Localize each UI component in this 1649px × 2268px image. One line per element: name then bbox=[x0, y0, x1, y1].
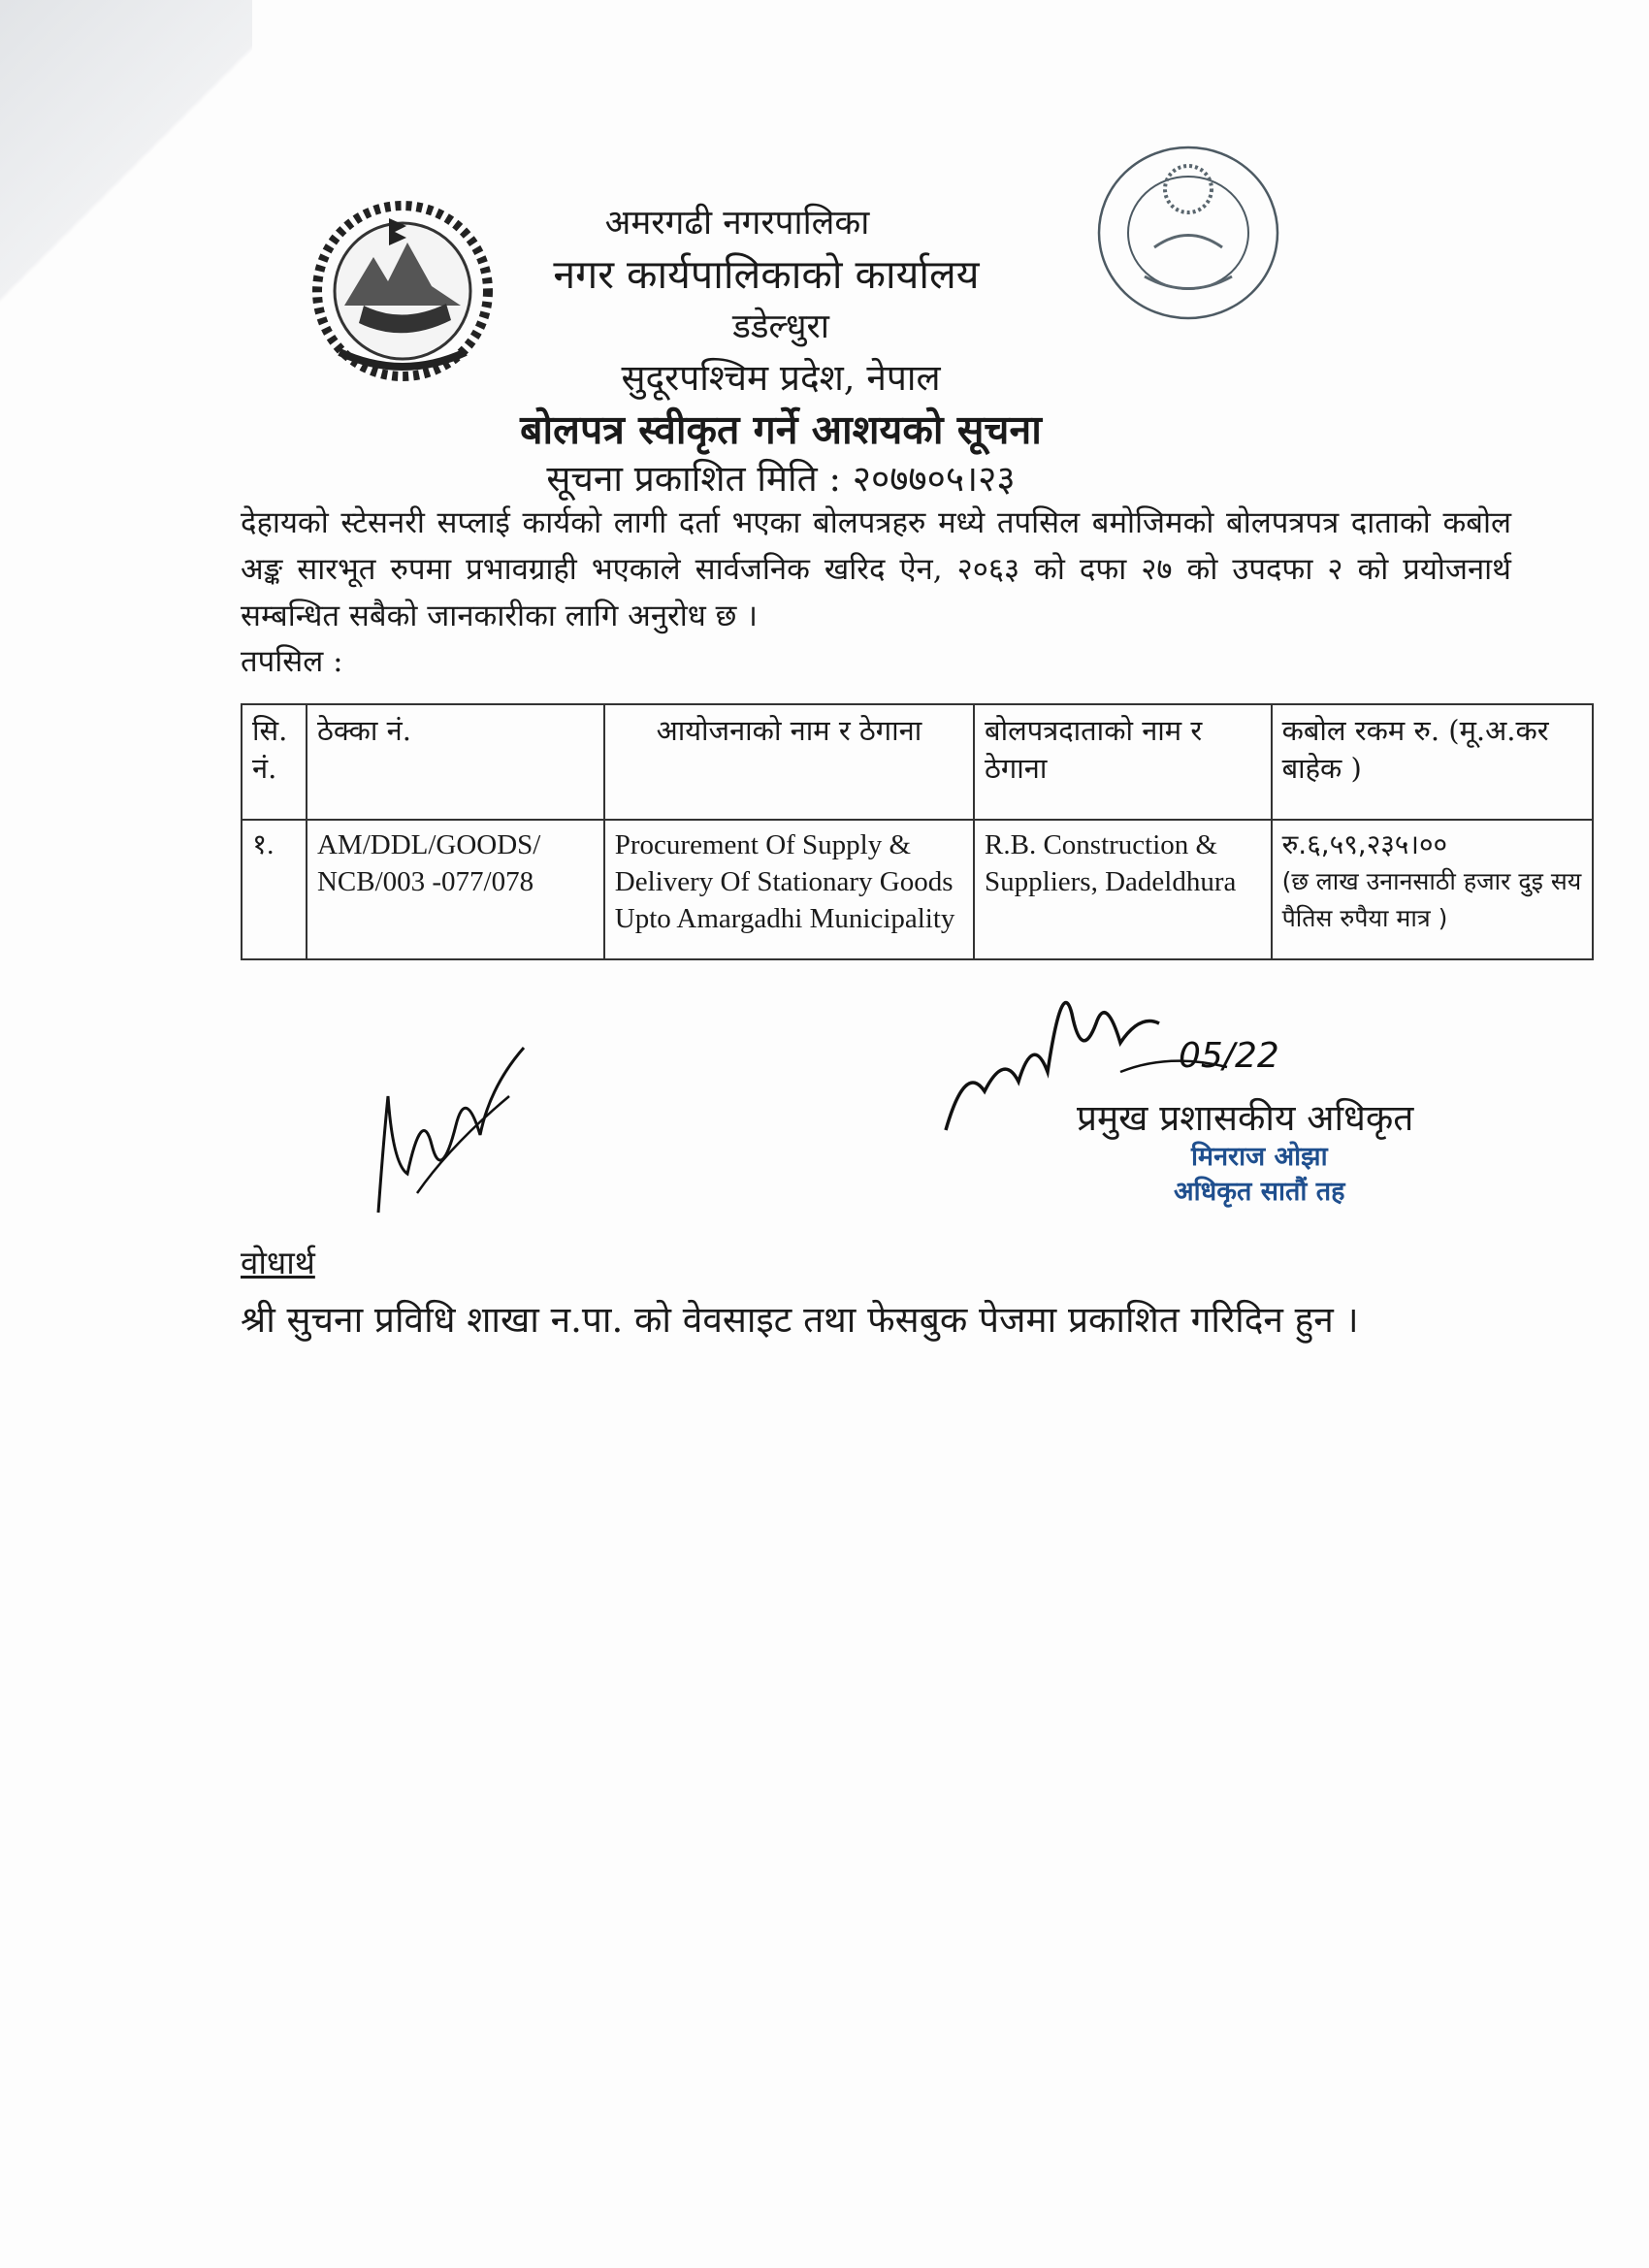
office-name: नगर कार्यपालिकाको कार्यालय bbox=[553, 251, 980, 298]
left-signature bbox=[364, 1028, 538, 1232]
notice-paragraph: देहायको स्टेसनरी सप्लाई कार्यको लागी दर्ता भएका बोलपत्रहरु मध्ये तपसिल बमोजिमको बोलपत्रपत्र दाताको कबोल अङ्क सारभूत रुपमा प्रभावग्राही भएकाले सार्वजनिक खरिद ऐन, २०६३ को दफा २७ को उपदफा २ को प्रयोजनार्थ सम्बन्धित सबैको जानकारीका लागि अनुरोध छ । bbox=[241, 505, 1511, 633]
header-amount: कबोल रकम रु. (मू.अ.कर बाहेक ) bbox=[1272, 704, 1593, 820]
officer-name-stamp bbox=[1174, 1140, 1345, 1210]
table-header-row bbox=[242, 704, 1593, 820]
table-row bbox=[242, 820, 1593, 959]
cc-label: वोधार्थ bbox=[241, 1244, 315, 1281]
published-date: सूचना प्रकाशित मिति : २०७७०५।२३ bbox=[546, 458, 1016, 500]
cc-instruction: श्री सुचना प्रविधि शाखा न.पा. को वेवसाइट तथा फेसबुक पेजमा प्रकाशित गरिदिन हुन । bbox=[241, 1299, 1359, 1341]
officer-rank: अधिकृत सातौं तह bbox=[1174, 1177, 1345, 1207]
cell-sn: १. bbox=[242, 820, 307, 959]
amount-in-words: (छ लाख उनानसाठी हजार दुइ सय पैतिस रुपैया मात्र ) bbox=[1281, 867, 1582, 932]
province-name: सुदूरपश्चिम प्रदेश, नेपाल bbox=[621, 357, 941, 399]
header-bidder: बोलपत्रदाताको नाम र ठेगाना bbox=[974, 704, 1272, 820]
header-contract-no: ठेक्का नं. bbox=[307, 704, 604, 820]
cell-project: Procurement Of Supply & Delivery Of Stationary Goods Upto Amargadhi Municipality bbox=[604, 820, 974, 959]
municipality-name: अमरगढी नगरपालिका bbox=[604, 204, 870, 243]
bid-table bbox=[241, 703, 1594, 960]
header-sn: सि. नं. bbox=[242, 704, 307, 820]
district-name: डडेल्धुरा bbox=[732, 308, 829, 346]
cell-bidder: R.B. Construction & Suppliers, Dadeldhura bbox=[974, 820, 1272, 959]
notice-title: बोलपत्र स्वीकृत गर्ने आशयको सूचना bbox=[520, 406, 1042, 453]
amount-value: रु.६,५९,२३५।०० bbox=[1281, 828, 1448, 860]
officer-title: प्रमुख प्रशासकीय अधिकृत bbox=[1077, 1097, 1414, 1139]
header-project: आयोजनाको नाम र ठेगाना bbox=[604, 704, 974, 820]
details-label: तपसिल : bbox=[241, 644, 343, 679]
cell-amount bbox=[1272, 820, 1593, 959]
cell-contract-no: AM/DDL/GOODS/ NCB/003 -077/078 bbox=[307, 820, 604, 959]
officer-name: मिनराज ओझा bbox=[1190, 1142, 1328, 1172]
signature-date: 05/22 bbox=[1179, 1036, 1279, 1076]
